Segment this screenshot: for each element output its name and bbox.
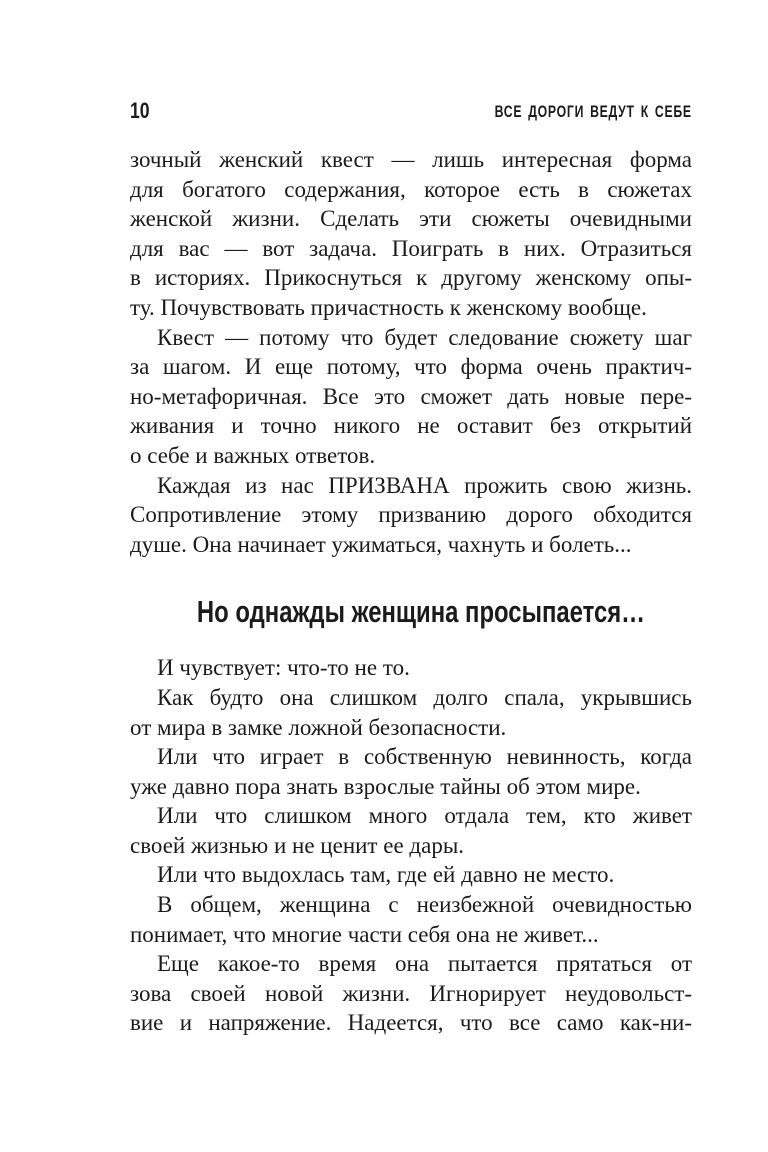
text-line: И чувствует: что-то не то. [157,655,410,681]
text-line: душе. Она начинает ужиматься, чахнуть и болеть... [130,531,632,557]
text-line: за шагом. И еще потому, что форма очень практич- [130,354,692,380]
text-line: понимает, что многие части себя она не живет... [130,921,599,947]
text-line: Или что выдохлась там, где ей давно не место. [157,862,615,888]
text-line: Каждая из нас ПРИЗВАНА прожить свою жизнь. [157,472,692,498]
text-line: Или что играет в собственную невинность, когда [157,744,692,770]
text-line: уже давно пора знать взрослые тайны об этом мире. [130,773,641,799]
text-line: Еще какое-то время она пытается прятаться от [157,951,692,977]
text-line: зочный женский квест — лишь интересная форма [130,147,692,172]
page-number: 10 [130,98,150,123]
text-line: зова своей новой жизни. Игнорирует неудовольст- [130,980,692,1006]
text-line: в историях. Прикоснуться к другому женскому опы- [130,265,692,291]
text-line: от мира в замке ложной безопасности. [130,714,507,740]
text-line: Как будто она слишком долго спала, укрывшись [157,684,692,710]
text-line: ту. Почувствовать причастность к женскому вообще. [130,294,647,320]
running-title: ВСЕ ДОРОГИ ВЕДУТ К СЕБЕ [494,102,692,121]
text-line: Квест — потому что будет следование сюжету шаг [157,324,692,350]
text-line: Сопротивление этому призванию дорого обходится [130,502,692,528]
text-line: вие и напряжение. Надеется, что все само как-ни- [130,1010,692,1036]
text-line: о себе и важных ответов. [130,442,376,468]
text-line: для вас — вот задача. Поиграть в них. Отразиться [130,235,692,261]
text-line: живания и точно никого не оставит без открытий [130,413,692,439]
page-body [130,145,692,1038]
text-line: для богатого содержания, которое есть в сюжетах [130,176,692,202]
text-line: но-метафоричная. Все это сможет дать новые пере- [130,383,692,409]
text-line: своей жизнью и не ценит ее дары. [130,832,465,858]
text-line: женской жизни. Сделать эти сюжеты очевидными [130,206,692,232]
page-header [130,98,692,123]
text-line: В общем, женщина с неизбежной очевидностью [157,892,692,918]
text-line: Или что слишком много отдала тем, кто живет [157,803,692,829]
section-heading-text: Но однажды женщина просыпается… [196,594,646,630]
section-heading [130,596,692,631]
